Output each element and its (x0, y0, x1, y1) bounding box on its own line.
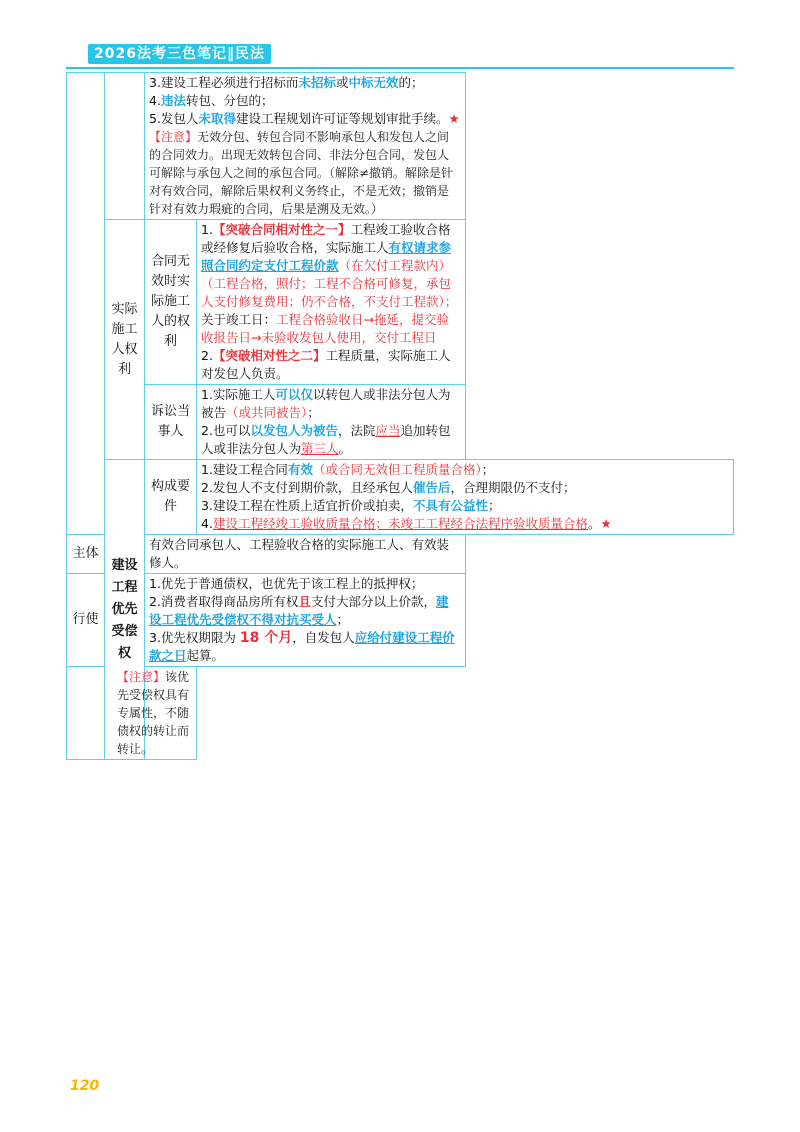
list-item: 1.【突破合同相对性之一】工程竣工验收合格或经修复后验收合格，实际施工人有权请求参照合同约定支付工程价款（在欠付工程款内）（工程合格，照付；工程不合格可修复，承包人支付修复费用；仍不合格，不支付工程款）； (201, 222, 458, 309)
list-item: 4.建设工程经竣工验收质量合格；未竣工工程经合法程序验收质量合格。★ (201, 516, 612, 531)
row-label-elements: 构成要件 (145, 460, 197, 535)
list-item: 2.发包人不支付到期价款，且经承包人催告后，合理期限仍不支付； (201, 480, 576, 495)
priority-subject: 有效合同承包人、工程验收合格的实际施工人、有效装修人。 (145, 535, 466, 574)
row-label-litigation-party: 诉讼当事人 (145, 385, 197, 460)
row-label-subject: 主体 (67, 535, 105, 574)
table-row (67, 667, 734, 760)
list-item: 2.【突破相对性之二】工程质量，实际施工人对发包人负责。 (201, 348, 451, 381)
star-icon: ★ (600, 516, 612, 531)
invalid-contract-cases (145, 73, 466, 220)
table-row (67, 220, 734, 385)
list-item: 1.建设工程合同有效（或合同无效但工程质量合格）； (201, 462, 495, 477)
row-label-actual-constructor: 实际施工人权利 (105, 220, 145, 460)
note-text: 【注意】无效分包、转包合同不影响承包人和发包人之间的合同效力。出现无效转包合同、非法分包合同，发包人可解除与承包人之间的承包合同。（解除≠撤销。解除是针对有效合同，解除后果权利义务终止，不是无效；撤销是针对有效力瑕疵的合同，后果是溯及无效。） (149, 130, 454, 216)
list-item: 3.优先权期限为 18 个月，自发包人应给付建设工程价款之日起算。 (149, 630, 455, 663)
litigation-party-rules (197, 385, 466, 460)
notes-table (66, 72, 734, 760)
header-title: 2026法考三色笔记‖民法 (88, 44, 271, 64)
table-row (67, 73, 734, 220)
list-item: 1.优先于普通债权，也优先于该工程上的抵押权； (149, 576, 424, 591)
list-item: 4.违法转包、分包的； (149, 93, 274, 108)
list-item: 3.建设工程必须进行招标而未招标或中标无效的； (149, 75, 424, 90)
star-icon: ★ (448, 111, 460, 126)
list-item: 5.发包人未取得建设工程规划许可证等规划审批手续。★ (149, 111, 460, 126)
list-item: 2.也可以以发包人为被告，法院应当追加转包人或非法分包人为第三人。 (201, 423, 451, 456)
table-row (67, 535, 734, 574)
priority-note: 【注意】该优先受偿权具有专属性，不随债权的转让而转让。 (67, 667, 197, 760)
page-number: 120 (70, 1078, 100, 1094)
row-label-invalid-contract-rights: 合同无效时实际施工人的权利 (145, 220, 197, 385)
priority-elements (197, 460, 734, 535)
list-item: 关于竣工日：工程合格验收日→拖延，提交验收报告日→未验收发包人使用，交付工程日 (201, 312, 449, 345)
actual-constructor-rights (197, 220, 466, 385)
table-row (67, 385, 734, 460)
list-item: 1.实际施工人可以仅以转包人或非法分包人为被告（或共同被告）； (201, 387, 451, 420)
row-label-exercise: 行使 (67, 574, 105, 667)
row-label-priority-right: 建设工程优先受偿权 (105, 460, 145, 760)
empty-category-cell (67, 73, 105, 535)
priority-exercise (145, 574, 466, 667)
list-item: 3.建设工程在性质上适宜折价或拍卖，不具有公益性； (201, 498, 501, 513)
header-divider (66, 67, 734, 69)
empty-subcategory-cell (105, 73, 145, 220)
list-item: 2.消费者取得商品房所有权且支付大部分以上价款，建设工程优先受偿权不得对抗买受人； (149, 594, 449, 627)
table-row (67, 460, 734, 535)
table-row (67, 574, 734, 667)
